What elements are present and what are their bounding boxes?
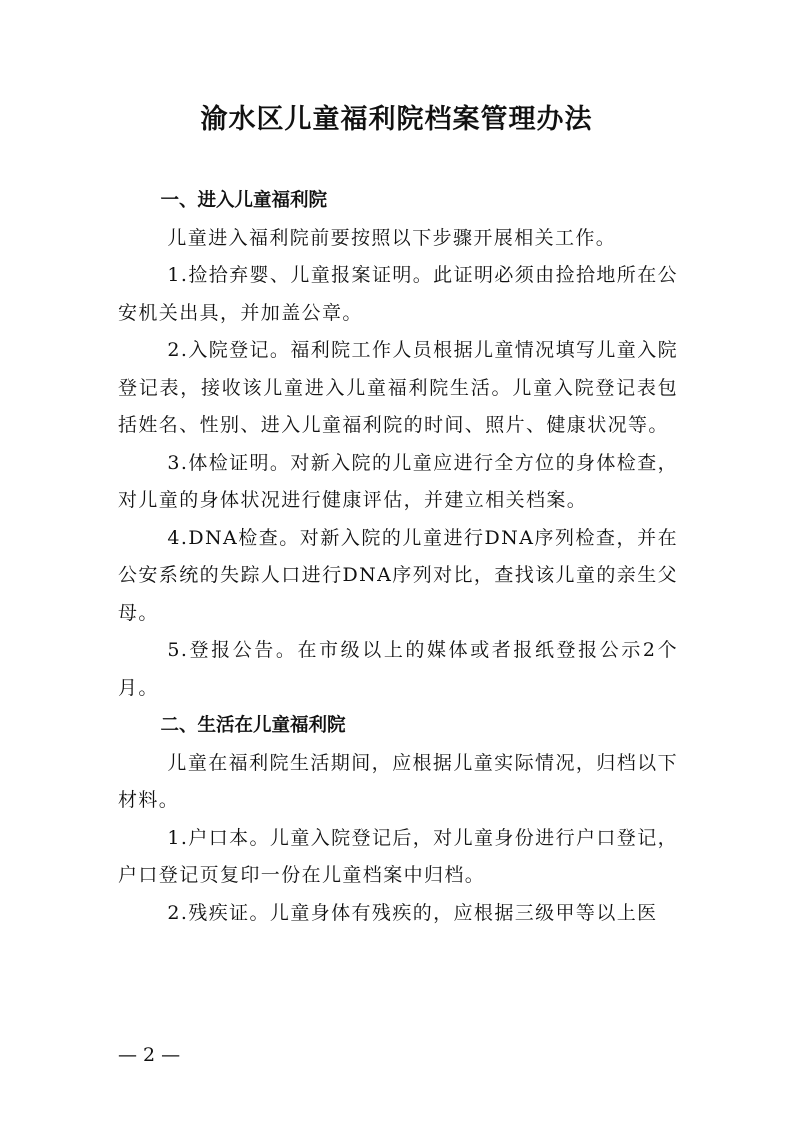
section-heading: 二、生活在儿童福利院 [160,715,346,736]
paragraph: 2.残疾证。儿童身体有残疾的，应根据三级甲等以上医 [167,901,658,924]
paragraph: 2.入院登记。福利院工作人员根据儿童情况填写儿童入院登记表，接收该儿童进入儿童福利院生活。儿童入院登记表包括姓名、性别、进入儿童福利院的时间、照片、健康状况等。 [118,339,678,436]
paragraph: 3.体检证明。对新入院的儿童应进行全方位的身体检查，对儿童的身体状况进行健康评估，并建立相关档案。 [118,451,678,511]
section-heading: 一、进入儿童福利院 [160,190,328,211]
paragraph: 儿童进入福利院前要按照以下步骤开展相关工作。 [167,226,617,249]
paragraph: 1.户口本。儿童入院登记后，对儿童身份进行户口登记，户口登记页复印一份在儿童档案中归档。 [118,826,678,886]
paragraph: 儿童在福利院生活期间，应根据儿童实际情况，归档以下材料。 [118,751,678,811]
page-number: — 2 — [118,1044,181,1066]
paragraph: 1.捡拾弃婴、儿童报案证明。此证明必须由捡拾地所在公安机关出具，并加盖公章。 [118,264,678,324]
paragraph: 5.登报公告。在市级以上的媒体或者报纸登报公示2个月。 [118,639,678,699]
document-body [118,182,678,932]
paragraph: 4.DNA检查。对新入院的儿童进行DNA序列检查，并在公安系统的失踪人口进行DNA序列对比，查找该儿童的亲生父母。 [118,526,678,624]
page-title: 渝水区儿童福利院档案管理办法 [200,104,593,135]
